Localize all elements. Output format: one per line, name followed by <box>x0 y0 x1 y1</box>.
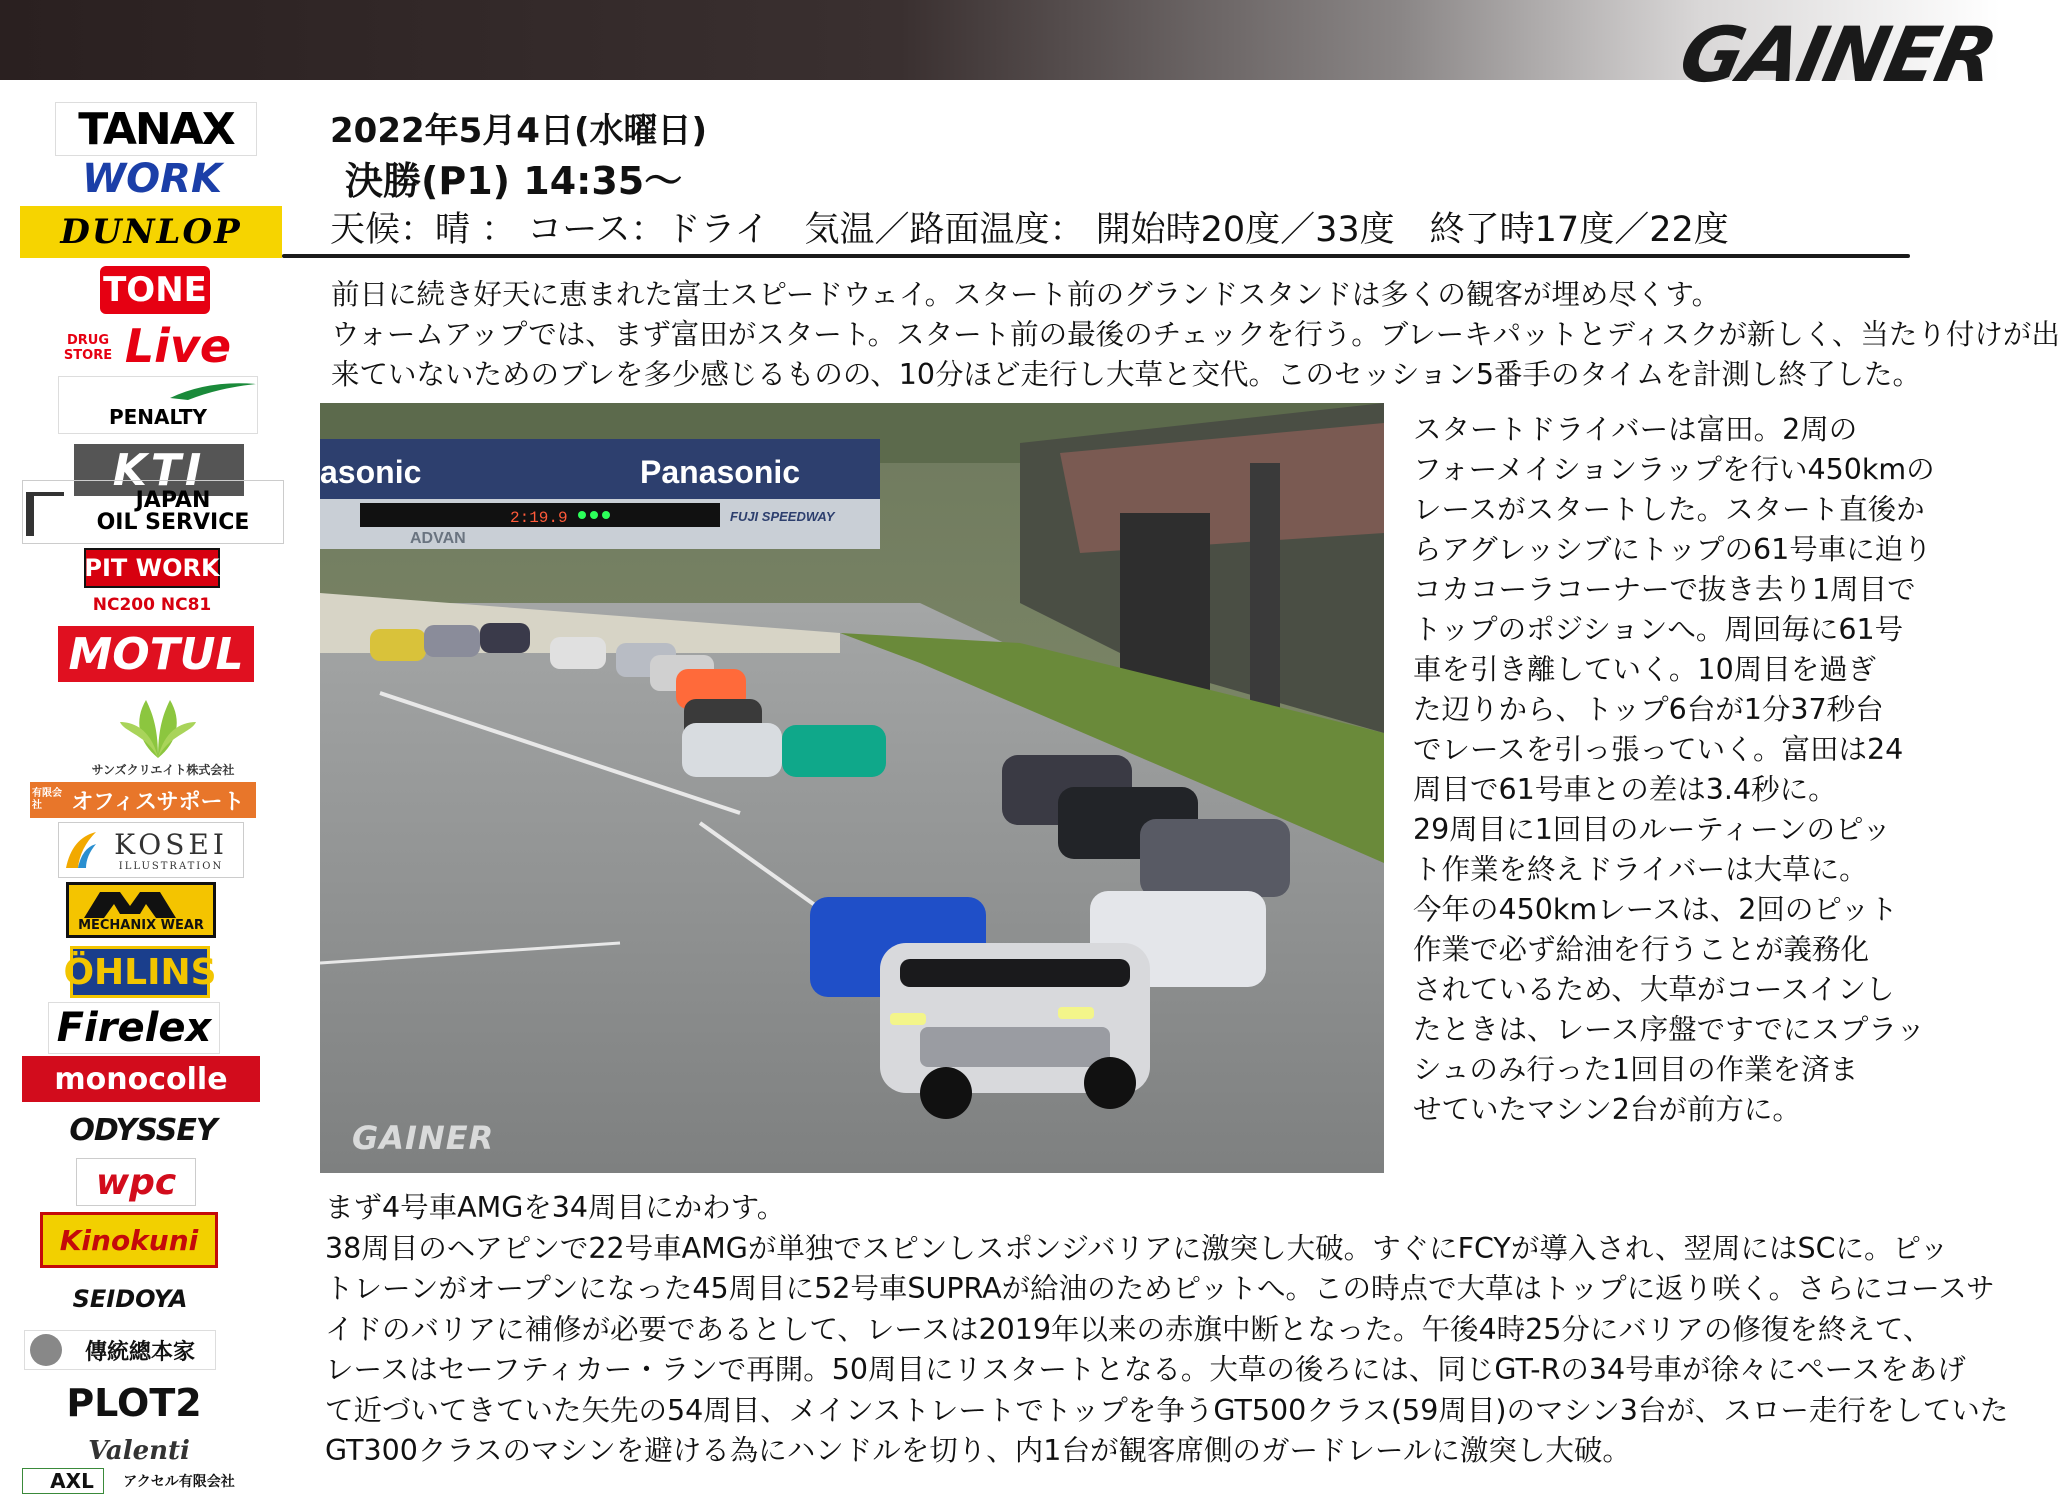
kosei-sub: ILLUSTRATION <box>118 861 224 872</box>
photo-watermark: GAINER <box>352 1119 495 1157</box>
side-line: トップのポジションへ。周回毎に61号 <box>1413 613 1904 646</box>
suns-create-leaf-icon <box>118 692 198 762</box>
side-line: 作業で必ず給油を行うことが義務化 <box>1413 933 1870 966</box>
bottom-line: 38周目のヘアピンで22号車AMGが単独でスピンしスポンジバリアに激突し大破。すぐにFCYが導入され、翌周にはSCに。ピッ <box>325 1231 1949 1265</box>
side-line: でレースを引っ張っていく。富田は24 <box>1413 733 1904 766</box>
side-line: たときは、レース序盤ですでにスプラッ <box>1413 1013 1925 1046</box>
side-line: せていたマシン2台が前方に。 <box>1413 1093 1801 1126</box>
mechanix-m-icon <box>80 888 202 920</box>
firelex-logo: Firelex <box>48 1002 220 1054</box>
race-photo <box>320 403 1384 1173</box>
office-support-badge: 有限会社 <box>32 788 62 811</box>
intro-line: ウォームアップでは、まず富田がスタート。スタート前の最後のチェックを行う。ブレーキパットとディスクが新しく、当たり付けが出 <box>331 318 2060 351</box>
wpc-logo: wpc <box>76 1158 196 1206</box>
dentou-emblem-icon <box>30 1334 62 1366</box>
side-line: た辺りから、トップ6台が1分37秒台 <box>1413 693 1884 726</box>
plot2-logo: PLOT2 <box>66 1381 202 1425</box>
advan-ad: ADVAN <box>410 530 466 547</box>
live-logo: Live <box>124 319 232 373</box>
drug-store-label: DRUG STORE <box>63 333 113 363</box>
jos-line1: JAPAN <box>135 488 211 513</box>
monocolle-logo: monocolle <box>22 1056 260 1102</box>
ohlins-logo: ÖHLINS <box>70 946 210 998</box>
intro-line: 来ていないためのブレを多少感じるものの、10分ほど走行し大草と交代。このセッション5番手のタイムを計測し終了した。 <box>331 358 1921 391</box>
jos-line2: OIL SERVICE <box>96 510 250 535</box>
weather-line: 天候：晴 ： コース：ドライ 気温／路面温度： 開始時20度／33度 終了時17度／22度 <box>330 210 1729 250</box>
race-date: 2022年5月4日(水曜日) <box>330 111 708 151</box>
bottom-report-text <box>325 1188 2008 1472</box>
bottom-line: GT300クラスのマシンを避ける為にハンドルを切り、内1台が観客席側のガードレールに激突し大破。 <box>325 1434 1631 1467</box>
side-line: 車を引き離していく。10周目を過ぎ <box>1413 653 1877 686</box>
side-line: ト作業を終えドライバーは大草に。 <box>1413 853 1868 886</box>
side-line: 周目で61号車との差は3.4秒に。 <box>1413 773 1837 806</box>
office-support-logo: オフィスサポート <box>30 782 256 818</box>
penalty-logo: PENALTY <box>58 376 258 434</box>
pit-work-logo: PIT WORK <box>84 548 220 588</box>
odyssey-logo: ODYSSEY <box>69 1112 217 1148</box>
gainer-logo: GAINER <box>1673 10 2004 99</box>
side-column-text <box>1413 410 1935 1130</box>
side-line: コカコーラコーナーで抜き去り1周目で <box>1413 573 1916 606</box>
side-line: レースがスタートした。スタート直後か <box>1413 493 1925 526</box>
bottom-line: て近づいてきていた矢先の54周目、メインストレートでトップを争うGT500クラス(59周目)のマシン3台が、スロー走行をしていた <box>325 1393 2009 1427</box>
side-line: されているため、大草がコースインし <box>1413 973 1895 1006</box>
tanax-logo: TANAX <box>55 102 257 156</box>
axl-company-label: アクセル有限会社 <box>123 1474 235 1490</box>
work-logo: WORK <box>82 156 222 202</box>
motul-logo: MOTUL <box>58 626 254 682</box>
side-line: フォーメイションラップを行い450kmの <box>1413 453 1935 486</box>
speedway-sign: FUJI SPEEDWAY <box>730 509 835 524</box>
timing-board: 2:19.9 <box>510 509 568 527</box>
valenti-logo: Valenti <box>88 1436 190 1466</box>
jos-k-icon <box>26 492 64 536</box>
pit-work-models: NC200 NC81 <box>92 595 212 615</box>
kinokuni-logo: Kinokuni <box>40 1212 218 1268</box>
seidoya-logo: SEIDOYA <box>72 1285 188 1313</box>
tone-logo: TONE <box>100 266 210 314</box>
banner-text-left: asonic <box>320 454 422 490</box>
side-line: 今年の450kmレースは、2回のピット <box>1413 893 1898 926</box>
kosei-mark-icon <box>62 828 98 872</box>
side-line: 29周目に1回目のルーティーンのピッ <box>1413 813 1891 846</box>
penalty-swoosh-icon <box>168 378 258 402</box>
divider <box>282 254 1910 258</box>
dentou-souhonke-logo: 傳統總本家 <box>24 1330 216 1370</box>
side-line: スタートドライバーは富田。2周の <box>1413 413 1858 446</box>
race-scene <box>320 403 1384 1173</box>
side-line: らアグレッシブにトップの61号車に迫り <box>1413 533 1932 566</box>
bottom-line: トレーンがオープンになった45周目に52号車SUPRAが給油のためピットへ。この時点で大草はトップに返り咲く。さらにコースサ <box>325 1272 1995 1305</box>
axl-logo: AXL <box>22 1468 104 1494</box>
suns-create-label: サンズクリエイト株式会社 <box>91 762 235 777</box>
bottom-line: まず4号車AMGを34周目にかわす。 <box>325 1191 786 1224</box>
side-line: シュのみ行った1回目の作業を済ま <box>1413 1053 1859 1086</box>
session-title: 決勝(P1) 14:35～ <box>345 159 683 203</box>
sponsor-column <box>18 100 286 1495</box>
mechanix-wear-logo: MECHANIX WEAR <box>66 882 216 938</box>
bottom-line: レースはセーフティカー・ランで再開。50周目にリスタートとなる。大草の後ろには、同じGT-Rの34号車が徐々にペースをあげ <box>325 1353 1966 1386</box>
kosei-name: KOSEI <box>114 828 228 861</box>
bottom-line: イドのバリアに補修が必要であるとして、レースは2019年以来の赤旗中断となった。午後4時25分にバリアの修復を終えて、 <box>325 1312 1932 1346</box>
banner-text: Panasonic <box>640 454 801 490</box>
kti-logo: KTI <box>74 444 244 496</box>
intro-line: 前日に続き好天に恵まれた富士スピードウェイ。スタート前のグランドスタンドは多くの観客が埋め尽くす。 <box>331 278 1721 311</box>
dunlop-logo: DUNLOP <box>20 206 282 258</box>
